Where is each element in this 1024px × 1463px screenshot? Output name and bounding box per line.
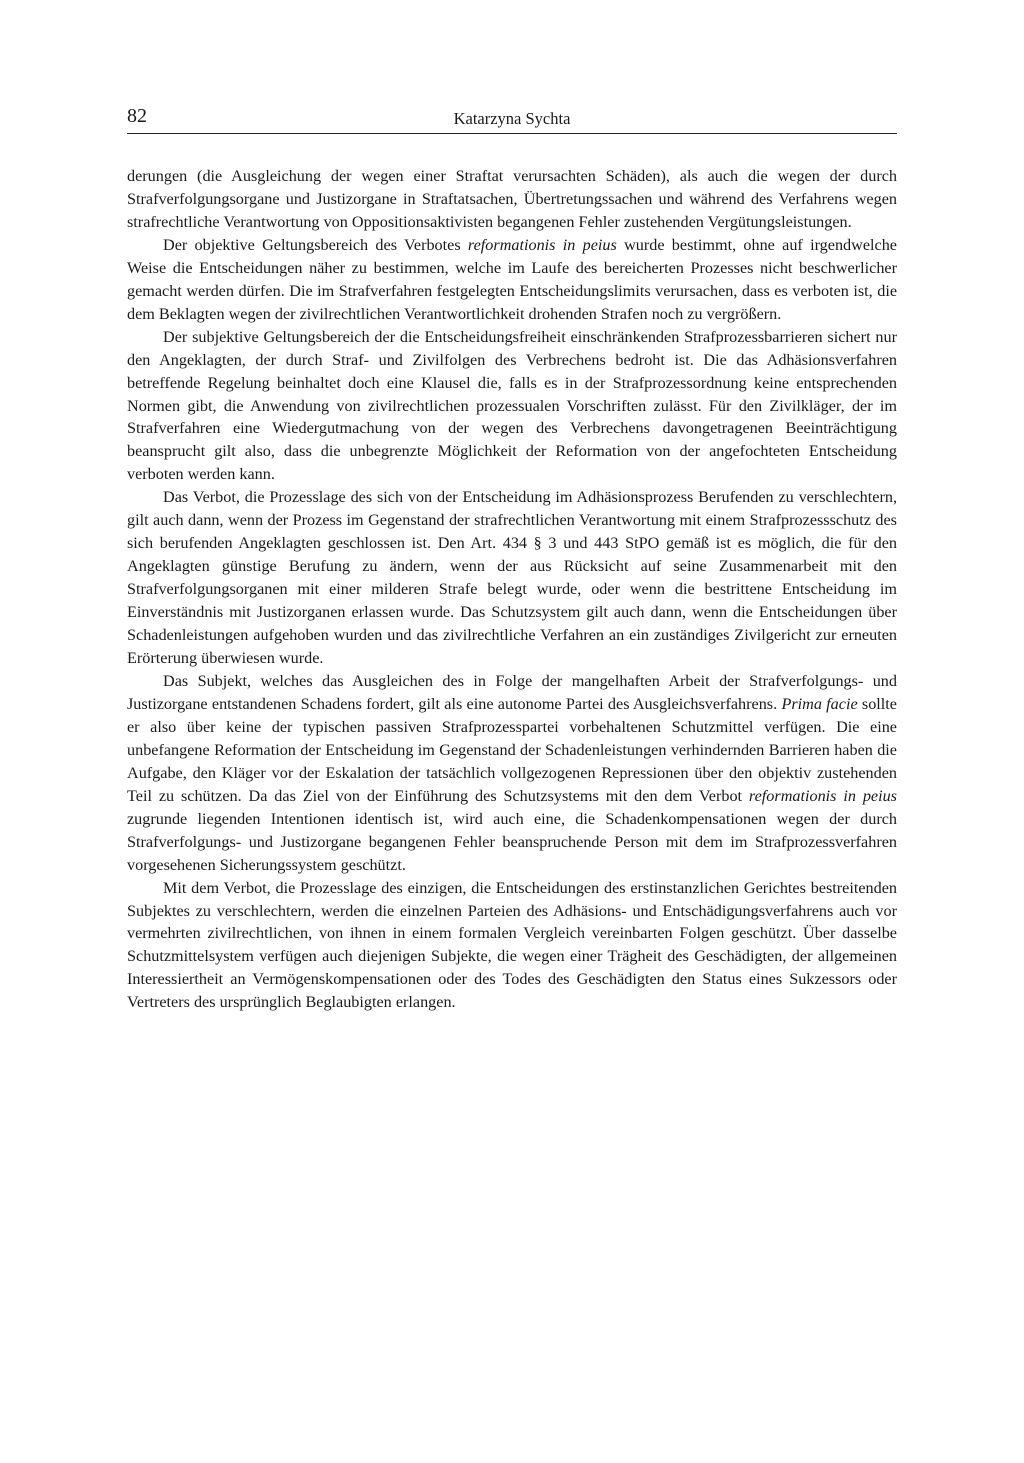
paragraph-6 <box>127 877 897 1015</box>
text-segment: Der objektive Geltungsbereich des Verbotes <box>163 235 468 254</box>
text-segment: Das Verbot, die Prozesslage des sich von der Entscheidung im Adhäsionsprozess Berufenden zu verschlechtern, gilt auch dann, wenn der Prozess im Gegenstand der strafrechtlichen Verantwortung mit einem Strafprozessschutz des sich berufenden Angeklagten geschlossen ist. Den Art. 434 § 3 und 443 StPO gemäß ist es möglich, die für den Angeklagten günstige Berufung zu ändern, wenn der aus Rücksicht auf seine Zusammenarbeit mit den Strafverfolgungsorganen mit einer milderen Strafe belegt wurde, oder wenn die bestrittene Entscheidung im Einverständnis mit Justizorganen erlassen wurde. Das Schutzsystem gilt auch dann, wenn die Entscheidungen über Schadenleistungen aufgehoben wurden und das zivilrechtliche Verfahren an ein zuständiges Zivilgericht zur erneuten Erörterung überwiesen wurde. <box>127 488 897 668</box>
paragraph-2 <box>127 234 897 326</box>
paragraph-3 <box>127 326 897 487</box>
text-segment: zugrunde liegenden Intentionen identisch ist, wird auch eine, die Schadenkompensationen wegen der durch Strafverfolgungs- und Justizorgane begangenen Fehler beanspruchende Person mit dem im Strafprozessverfahren vorgesehenen Sicherungssystem geschützt. <box>127 809 897 874</box>
text-segment: Das Subjekt, welches das Ausgleichen des in Folge der mangelhaften Arbeit der Strafverfolgungs- und Justizorgane entstandenen Schadens fordert, gilt als eine autonome Partei des Ausgleichsverfahrens. <box>127 671 897 713</box>
paragraph-4 <box>127 486 897 670</box>
text-segment: sollte er also über keine der typischen passiven Strafprozesspartei vorbehaltenen Schutzmittel verfügen. Die eine unbefangene Reformation der Entscheidung im Gegenstand der Schadenleistungen verhindernden Barrieren haben die Aufgabe, den Kläger vor der Eskalation der tatsächlich vollgezogenen Repressionen über den objektiv zustehenden Teil zu schützen. Da das Ziel von der Einführung des Schutzsystems mit den dem Verbot <box>127 694 897 805</box>
italic-term: Prima facie <box>781 694 858 713</box>
page-header <box>127 103 897 134</box>
text-segment: Mit dem Verbot, die Prozesslage des einzigen, die Entscheidungen des erstinstanzlichen Gerichtes bestreitenden Subjektes zu verschlechtern, werden die einzelnen Parteien des Adhäsions- und Entschädigungsverfahrens auch vor vermehrten zivilrechtlichen, von ihnen in einem formalen Vergleich vereinbarten Folgen geschützt. Über dasselbe Schutzmittelsystem verfügen auch diejenigen Subjekte, die wegen einer Trägheit des Geschädigten, der allgemeinen Interessiertheit an Vermögenskompensationen oder des Todes des Geschädigten den Status eines Sukzessors oder Vertreters des ursprünglich Beglaubigten erlangen. <box>127 878 897 1012</box>
text-segment: derungen (die Ausgleichung der wegen einer Straftat verursachten Schäden), als auch die wegen der durch Strafverfolgungsorgane und Justizorgane in Straftatsachen, Übertretungssachen und während des Verfahrens wegen strafrechtliche Verantwortung von Oppositionsaktivisten begangenen Fehler zustehenden Vergütungsleistungen. <box>127 167 897 231</box>
italic-term: reformationis in peius <box>467 235 617 254</box>
text-segment: Der subjektive Geltungsbereich der die Entscheidungsfreiheit einschränkenden Strafprozessbarrieren sichert nur den Angeklagten, der durch Straf- und Zivilfolgen des Verbrechens bedroht ist. Die das Adhäsionsverfahren betreffende Regelung beinhaltet doch eine Klausel die, falls es in der Strafprozessordnung keine entsprechenden Normen gibt, die Anwendung von zivilrechtlichen prozessualen Vorschriften zulässt. Für den Zivilkläger, der im Strafverfahren eine Wiedergutmachung von der wegen des Verbrechens davongetragenen Beeinträchtigung beansprucht gilt also, dass die unbegrenzte Möglichkeit der Reformation von der angefochteten Entscheidung verboten werden kann. <box>127 327 897 484</box>
running-head-author: Katarzyna Sychta <box>453 109 571 128</box>
paragraph-1 <box>127 165 897 234</box>
text-segment: wurde bestimmt, ohne auf irgendwelche Weise die Entscheidungen näher zu bestimmen, welche im Laufe des bereicherten Prozesses nicht beschwerlicher gemacht werden dürfen. Die im Strafverfahren festgelegten Entscheidungslimits verursachen, dass es verboten ist, die dem Beklagten wegen der zivilrechtlichen Verantwortlichkeit drohenden Strafen noch zu vergrößern. <box>127 235 897 323</box>
paragraph-5 <box>127 670 897 877</box>
page-number: 82 <box>127 105 147 127</box>
body-text <box>127 165 897 1014</box>
italic-term: reformationis in peius <box>748 786 897 805</box>
